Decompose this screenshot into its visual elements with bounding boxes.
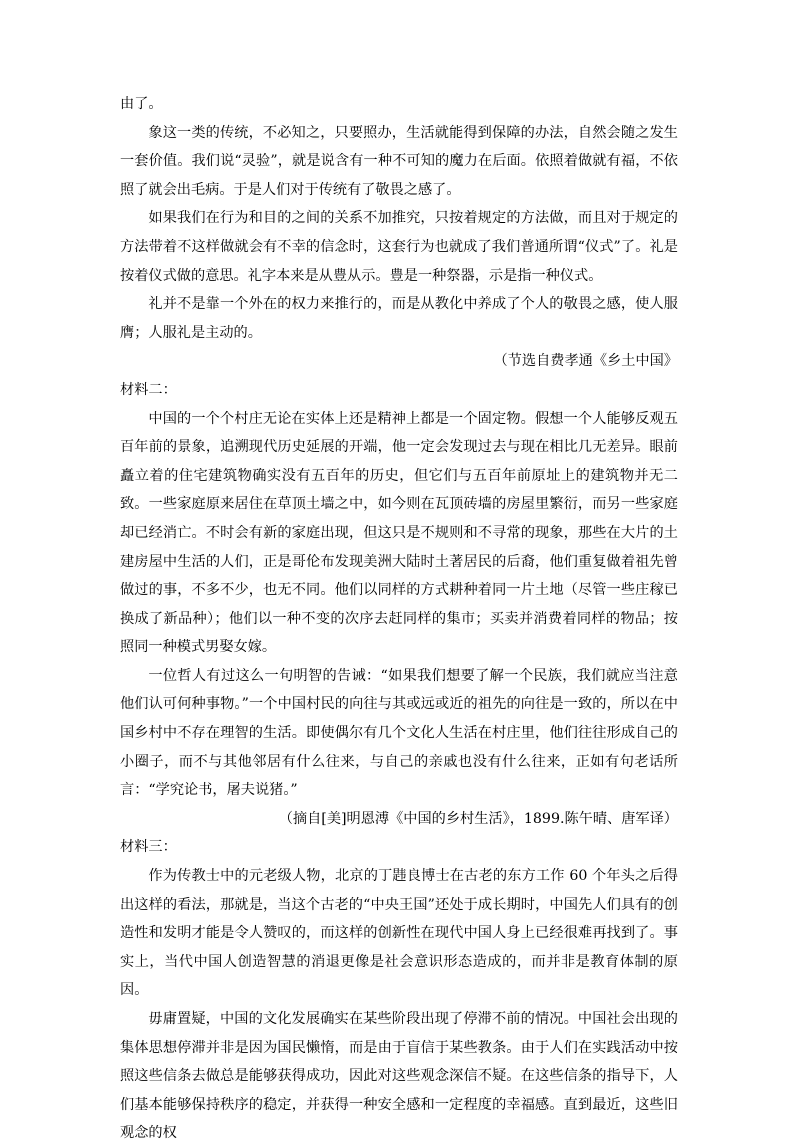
source-citation: （摘自[美]明恩溥《中国的乡村生活》，1899.陈午晴、唐军译） — [278, 810, 678, 827]
document-page — [120, 90, 678, 1148]
material-heading: 材料三： — [120, 839, 177, 856]
paragraph: 象这一类的传统，不必知之，只要照办，生活就能得到保障的办法，自然会随之发生一套价值。我们说“灵验”，就是说含有一种不可知的魔力在后面。依照着做就有福，不依照了就会出毛病。于是人们对于传统有了敬畏之感了。 — [120, 124, 678, 198]
paragraph: 由了。 — [120, 96, 163, 112]
paragraph: 礼并不是靠一个外在的权力来推行的，而是从教化中养成了个人的敬畏之感，使人服膺；人服礼是主动的。 — [120, 296, 678, 341]
paragraph: 毋庸置疑，中国的文化发展确实在某些阶段出现了停滞不前的情况。中国社会出现的集体思想停滞并非是因为国民懒惰，而是由于盲信于某些教条。由于人们在实践活动中按照这些信条去做总是能够获得成功，因此对这些观念深信不疑。在这些信条的指导下，人们基本能够保持秩序的稳定，并获得一种安全感和一定程度的幸福感。直到最近，这些旧观念的权 — [120, 1011, 678, 1142]
material-heading: 材料二： — [120, 381, 177, 398]
paragraph: 中国的一个个村庄无论在实体上还是精神上都是一个固定物。假想一个人能够反观五百年前的景象，追溯现代历史延展的开端，他一定会发现过去与现在相比几无差异。眼前矗立着的住宅建筑物确实没有五百年的历史，但它们与五百年前原址上的建筑物并无二致。一些家庭原来居住在草顶土墙之中，如今则在瓦顶砖墙的房屋里繁衍，而另一些家庭却已经消亡。不时会有新的家庭出现，但这只是不规则和不寻常的现象，那些在大片的土建房屋中生活的人们，正是哥伦布发现美洲大陆时土著居民的后裔，他们重复做着祖先曾做过的事，不多不少，也无不同。他们以同样的方式耕种着同一片土地（尽管一些庄稼已换成了新品种）；他们以一种不变的次序去赶同样的集市；买卖并消费着同样的物品；按照同一种模式男娶女嫁。 — [120, 410, 678, 656]
source-citation: （节选自费孝通《乡土中国》 — [493, 353, 678, 370]
paragraph: 作为传教士中的元老级人物，北京的丁韪良博士在古老的东方工作 60 个年头之后得出这样的看法，那就是，当这个古老的“中央王国”还处于成长期时，中国先人们具有的创造性和发明才能是令人赞叹的，而这样的创新性在现代中国人身上已经很难再找到了。事实上，当代中国人创造智慧的消退更像是社会意识形态造成的，而并非是教育体制的原因。 — [120, 868, 678, 999]
paragraph: 如果我们在行为和目的之间的关系不加推究，只按着规定的方法做，而且对于规定的方法带着不这样做就会有不幸的信念时，这套行为也就成了我们普通所谓“仪式”了。礼是按着仪式做的意思。礼字本来是从豊从示。豊是一种祭器，示是指一种仪式。 — [120, 210, 678, 284]
paragraph: 一位哲人有过这么一句明智的告诫：“如果我们想要了解一个民族，我们就应当注意他们认可何种事物。”一个中国村民的向往与其或远或近的祖先的向往是一致的，所以在中国乡村中不存在理智的生活。即使偶尔有几个文化人生活在村庄里，他们往往形成自己的小圈子，而不与其他邻居有什么往来，与自己的亲戚也没有什么往来，正如有句老话所言：“学究论书，屠夫说猪。” — [120, 667, 678, 799]
